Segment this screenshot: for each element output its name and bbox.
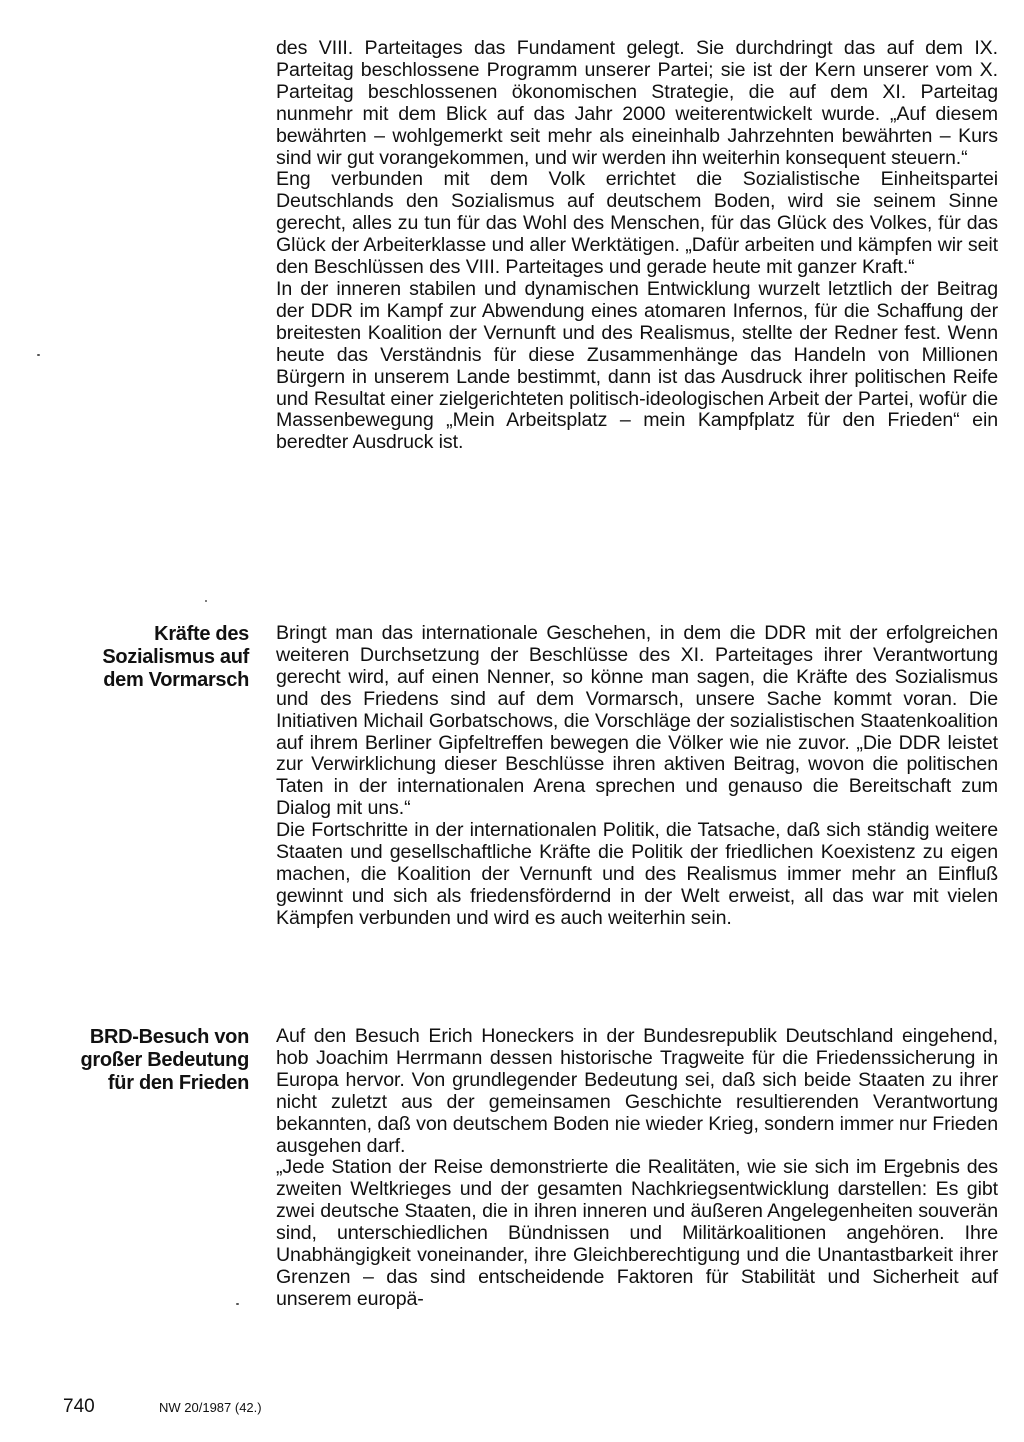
side-heading-brd-besuch: [49, 1026, 249, 1095]
paragraph: In der inneren stabilen und dynamischen Entwicklung wurzelt letztlich der Beitrag der DDR im Kampf zur Abwendung eines atomaren Infernos, für die Schaffung der breitesten Koalition der Vernunft und des Realismus, stellte der Redner fest. Wenn heute das Verständnis für diese Zusammenhänge das Handeln von Millionen Bürgern in unserem Lande bestimmt, dann ist das Ausdruck ihrer politischen Reife und Resultat einer zielgerichteten politisch-ideologischen Arbeit der Partei, wofür die Massenbewegung „Mein Arbeitsplatz – mein Kampfplatz für den Frieden“ ein beredter Ausdruck ist.: [276, 277, 998, 454]
text-block-1: [276, 38, 998, 454]
text-block-2: [276, 623, 998, 930]
paragraph: Die Fortschritte in der internationalen Politik, die Tatsache, daß sich ständig weitere Staaten und gesellschaftliche Kräfte die Politik der friedlichen Koexistenz zu eigen machen, die Koalition der Vernunft und des Realismus immer mehr an Einfluß gewinnt und sich als friedensfördernd in der Welt erweist, all das war mit vielen Kämpfen verbunden und wird es auch weiterhin sein.: [276, 819, 998, 929]
paragraph: „Jede Station der Reise demonstrierte die Realitäten, wie sie sich im Ergebnis des zweiten Weltkrieges und der gesamten Nachkriegsentwicklung darstellen: Es gibt zwei deutsche Staaten, die in ihren inneren und äußeren Angelegenheiten souverän sind, unterschiedlichen Bündnissen und Militärkoalitionen angehören. Ihre Unabhängigkeit voneinander, ihre Gleichberechtigung und die Unantastbarkeit ihrer Grenzen – das sind entscheidende Faktoren für Stabilität und Sicherheit auf unserem europä-: [276, 1156, 998, 1310]
issue-reference: NW 20/1987 (42.): [159, 1400, 262, 1415]
side-heading-line: Kräfte des: [154, 623, 249, 645]
paragraph: des VIII. Parteitages das Fundament gelegt. Sie durchdringt das auf dem IX. Parteitag beschlossene Programm unserer Partei; sie ist der Kern unserer vom X. Parteitag beschlossenen ökonomischen Strategie, die auf dem XI. Parteitag nunmehr mit dem Blick auf das Jahr 2000 weiterentwickelt wurde. „Auf diesem bewährten – wohlgemerkt seit mehr als eineinhalb Jahrzehnten bewährten – Kurs sind wir gut vorangekommen, und wir werden ihn weiterhin konsequent steuern.“: [276, 37, 998, 169]
side-heading-sozialismus: [49, 623, 249, 692]
paragraph: Eng verbunden mit dem Volk errichtet die Sozialistische Einheitspartei Deutschlands den Sozialismus auf deutschem Boden, wird sie seinem Sinne gerecht, alles zu tun für das Wohl des Menschen, für das Glück des Volkes, für das Glück der Arbeiterklasse und aller Werktätigen. „Dafür arbeiten und kämpfen wir seit den Beschlüssen des VIII. Parteitages und gerade heute mit ganzer Kraft.“: [276, 168, 998, 279]
side-heading-line: dem Vormarsch: [103, 669, 249, 691]
page-footer: [63, 1396, 363, 1420]
scan-speck: [236, 1303, 239, 1305]
side-heading-line: für den Frieden: [107, 1072, 249, 1094]
side-heading-line: BRD-Besuch von: [89, 1026, 249, 1048]
side-heading-line: Sozialismus auf: [102, 646, 249, 668]
text-block-3: [276, 1026, 998, 1311]
paragraph: Bringt man das internationale Geschehen, in dem die DDR mit der erfolgreichen weiteren Durchsetzung der Beschlüsse des XI. Parteitages ihrer Verantwortung gerecht wird, auf einen Nenner, so könne man sagen, die Kräfte des Sozialismus und des Friedens sind auf dem Vormarsch, unsere Sache kommt voran. Die Initiativen Michail Gorbatschows, die Vorschläge der sozialistischen Staatenkoalition auf ihrem Berliner Gipfeltreffen bewegen die Völker wie nie zuvor. „Die DDR leistet zur Verwirklichung dieser Beschlüsse ihren aktiven Beitrag, wovon die politischen Taten in der internationalen Arena sprechen und genauso die Bereitschaft zum Dialog mit uns.“: [276, 622, 998, 820]
side-heading-line: großer Bedeutung: [80, 1049, 249, 1071]
scan-speck: [205, 600, 207, 602]
paragraph: Auf den Besuch Erich Honeckers in der Bundesrepublik Deutschland eingehend, hob Joachim Herrmann dessen historische Tragweite für die Friedenssicherung in Europa hervor. Von grundlegender Bedeutung sei, daß sich beide Staaten zu ihrer nicht zuletzt aus der gemeinsamen Geschichte resultierenden Verantwortung bekannten, daß von deutschem Boden nie wieder Krieg, sondern immer nur Frieden ausgehen darf.: [276, 1025, 998, 1157]
page-number: 740: [63, 1396, 95, 1417]
scan-speck: [37, 354, 40, 356]
